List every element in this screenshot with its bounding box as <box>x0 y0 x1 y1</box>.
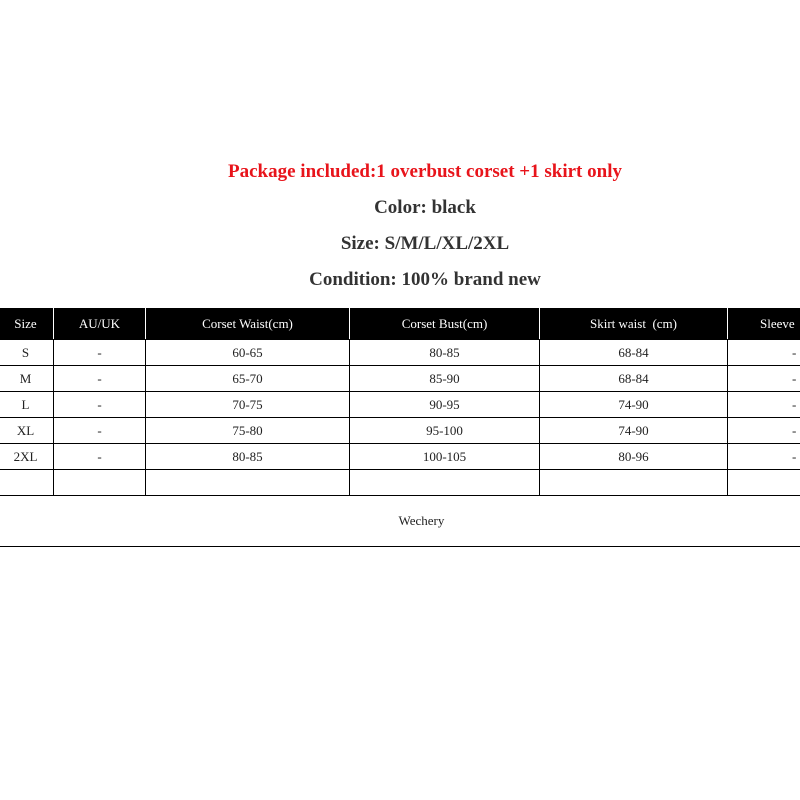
cell-empty <box>0 470 54 496</box>
package-included-text: Package included:1 overbust corset +1 skirt only <box>228 161 622 182</box>
column-header-corset-waist: Corset Waist(cm) <box>146 309 350 340</box>
table-row <box>0 340 800 366</box>
cell-corset-bust: 95-100 <box>350 418 540 444</box>
table-row <box>0 418 800 444</box>
cell-au-uk: - <box>54 418 146 444</box>
cell-corset-bust: 85-90 <box>350 366 540 392</box>
cell-empty <box>728 470 800 496</box>
column-header-sleeve: Sleeve <box>728 309 800 340</box>
cell-au-uk: - <box>54 340 146 366</box>
column-header-corset-bust: Corset Bust(cm) <box>350 309 540 340</box>
table-row-empty <box>0 470 800 496</box>
size-text: Size: S/M/L/XL/2XL <box>340 233 510 254</box>
cell-corset-bust: 90-95 <box>350 392 540 418</box>
cell-au-uk: - <box>54 444 146 470</box>
cell-size: S <box>0 340 54 366</box>
table-row <box>0 366 800 392</box>
cell-empty <box>146 470 350 496</box>
cell-empty <box>540 470 728 496</box>
cell-size: L <box>0 392 54 418</box>
cell-corset-waist: 65-70 <box>146 366 350 392</box>
cell-corset-waist: 70-75 <box>146 392 350 418</box>
table-header-row <box>0 309 800 340</box>
cell-size: XL <box>0 418 54 444</box>
cell-sleeve: - <box>728 418 800 444</box>
cell-corset-waist: 75-80 <box>146 418 350 444</box>
cell-skirt-waist: 68-84 <box>540 340 728 366</box>
color-text: Color: black <box>374 197 476 218</box>
cell-skirt-waist: 68-84 <box>540 366 728 392</box>
cell-au-uk: - <box>54 392 146 418</box>
cell-corset-waist: 80-85 <box>146 444 350 470</box>
cell-size: 2XL <box>0 444 54 470</box>
size-chart-table <box>0 308 800 547</box>
cell-size: M <box>0 366 54 392</box>
cell-skirt-waist: 74-90 <box>540 392 728 418</box>
table-row <box>0 392 800 418</box>
cell-corset-bust: 100-105 <box>350 444 540 470</box>
cell-au-uk: - <box>54 366 146 392</box>
cell-sleeve: - <box>728 366 800 392</box>
column-header-size: Size <box>0 309 54 340</box>
brand-name <box>0 496 800 547</box>
cell-corset-waist: 60-65 <box>146 340 350 366</box>
cell-sleeve: - <box>728 340 800 366</box>
cell-sleeve: - <box>728 444 800 470</box>
condition-text: Condition: 100% brand new <box>309 269 541 290</box>
cell-corset-bust: 80-85 <box>350 340 540 366</box>
brand-label: Wechery <box>398 513 445 528</box>
table-footer-row <box>0 496 800 547</box>
cell-skirt-waist: 74-90 <box>540 418 728 444</box>
cell-skirt-waist: 80-96 <box>540 444 728 470</box>
cell-sleeve: - <box>728 392 800 418</box>
cell-empty <box>54 470 146 496</box>
column-header-au-uk: AU/UK <box>54 309 146 340</box>
column-header-skirt-waist: Skirt waist (cm) <box>540 309 728 340</box>
cell-empty <box>350 470 540 496</box>
table-row <box>0 444 800 470</box>
